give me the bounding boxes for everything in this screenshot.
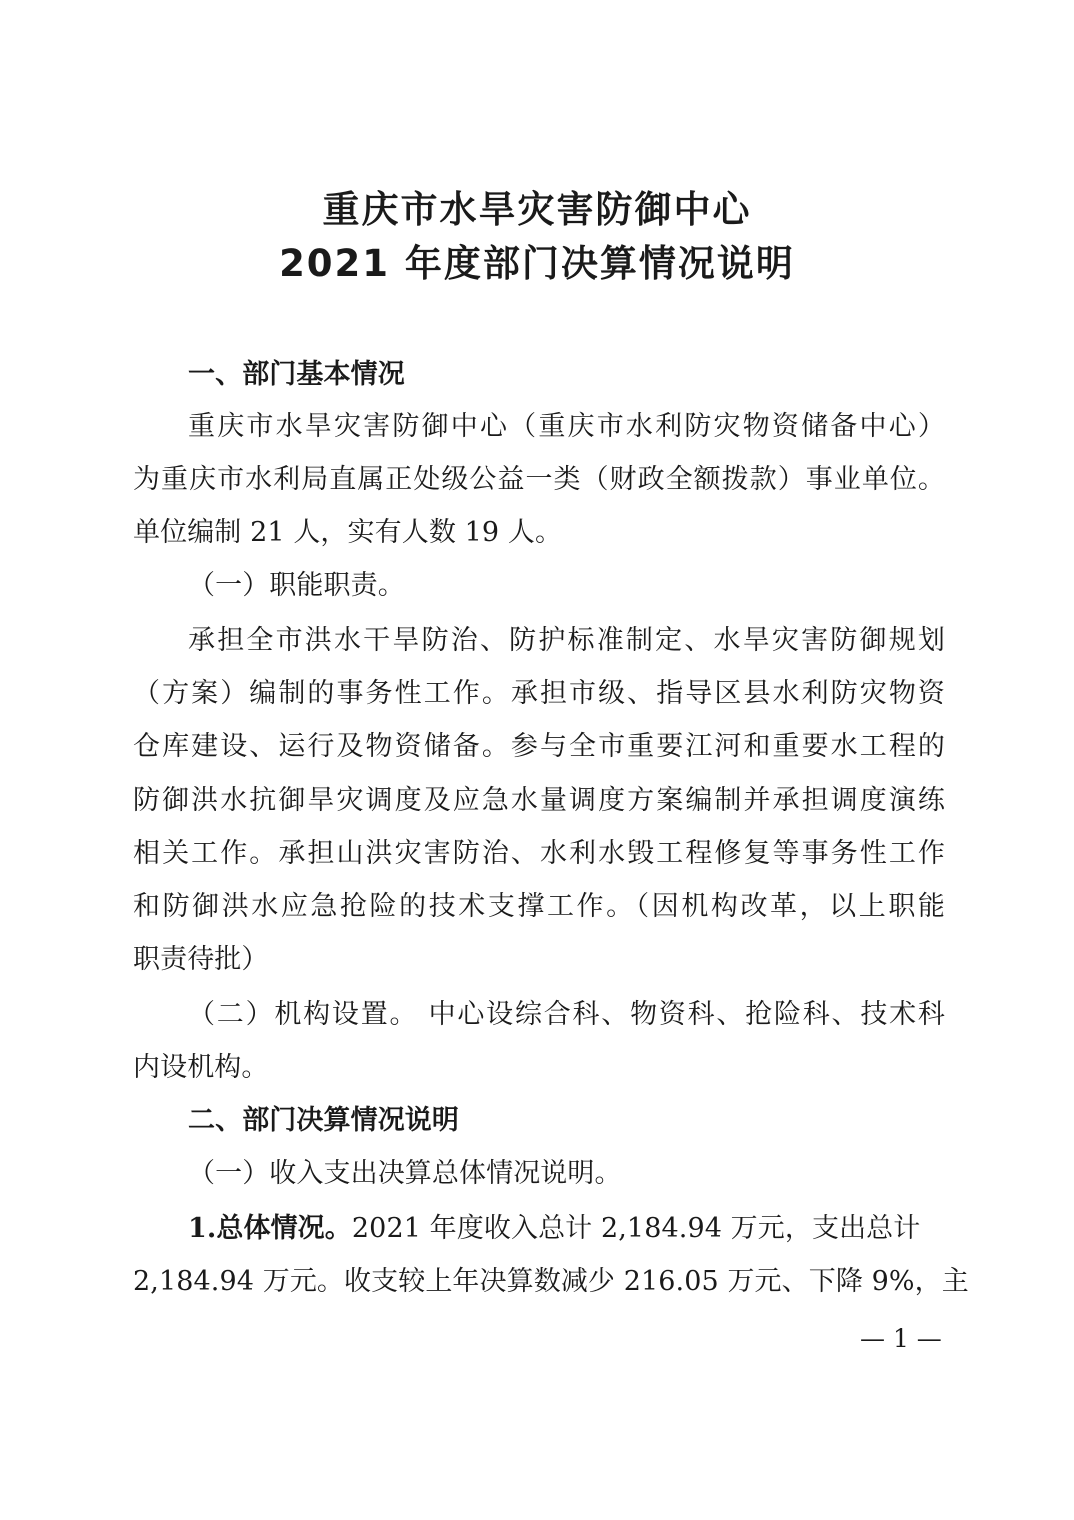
paragraph-line: 防御洪水抗御旱灾调度及应急水量调度方案编制并承担调度演练 xyxy=(133,785,945,816)
paragraph-line: 相关工作。承担山洪灾害防治、水利水毁工程修复等事务性工作 xyxy=(133,838,945,869)
paragraph-line: 2,184.94 万元。收支较上年决算数减少 216.05 万元、下降 9%，主 xyxy=(133,1266,969,1297)
section-heading-final-accounts: 二、部门决算情况说明 xyxy=(188,1105,459,1136)
subheading-duties: （一）职能职责。 xyxy=(188,570,405,601)
paragraph-overall xyxy=(188,1210,945,1248)
paragraph-line: 和防御洪水应急抢险的技术支撑工作。（因机构改革，以上职能 xyxy=(133,891,945,922)
overall-label: 1.总体情况。 xyxy=(188,1213,352,1244)
document-title-line1: 重庆市水旱灾害防御中心 xyxy=(322,188,752,231)
paragraph-line: （方案）编制的事务性工作。承担市级、指导区县水利防灾物资 xyxy=(133,678,945,709)
overall-text: 2021 年度收入总计 2,184.94 万元，支出总计 xyxy=(351,1213,921,1244)
paragraph-line: 仓库建设、运行及物资储备。参与全市重要江河和重要水工程的 xyxy=(133,731,945,762)
paragraph-line: 为重庆市水利局直属正处级公益一类（财政全额拨款）事业单位。 xyxy=(133,464,945,495)
paragraph-line: 单位编制 21 人，实有人数 19 人。 xyxy=(133,517,563,548)
paragraph-line: 内设机构。 xyxy=(133,1052,269,1083)
section-heading-basic-info: 一、部门基本情况 xyxy=(188,359,405,390)
paragraph-line: 承担全市洪水干旱防治、防护标准制定、水旱灾害防御规划 xyxy=(188,625,945,656)
paragraph-line: 职责待批） xyxy=(133,944,269,975)
paragraph-line: 重庆市水旱灾害防御中心（重庆市水利防灾物资储备中心） xyxy=(188,411,945,442)
paragraph-org-structure: （二）机构设置。 中心设综合科、物资科、抢险科、技术科 xyxy=(188,999,945,1030)
page-number: — 1 — xyxy=(860,1324,942,1353)
document-title-line2: 2021 年度部门决算情况说明 xyxy=(279,242,795,285)
subheading-income-expense: （一）收入支出决算总体情况说明。 xyxy=(188,1158,622,1189)
